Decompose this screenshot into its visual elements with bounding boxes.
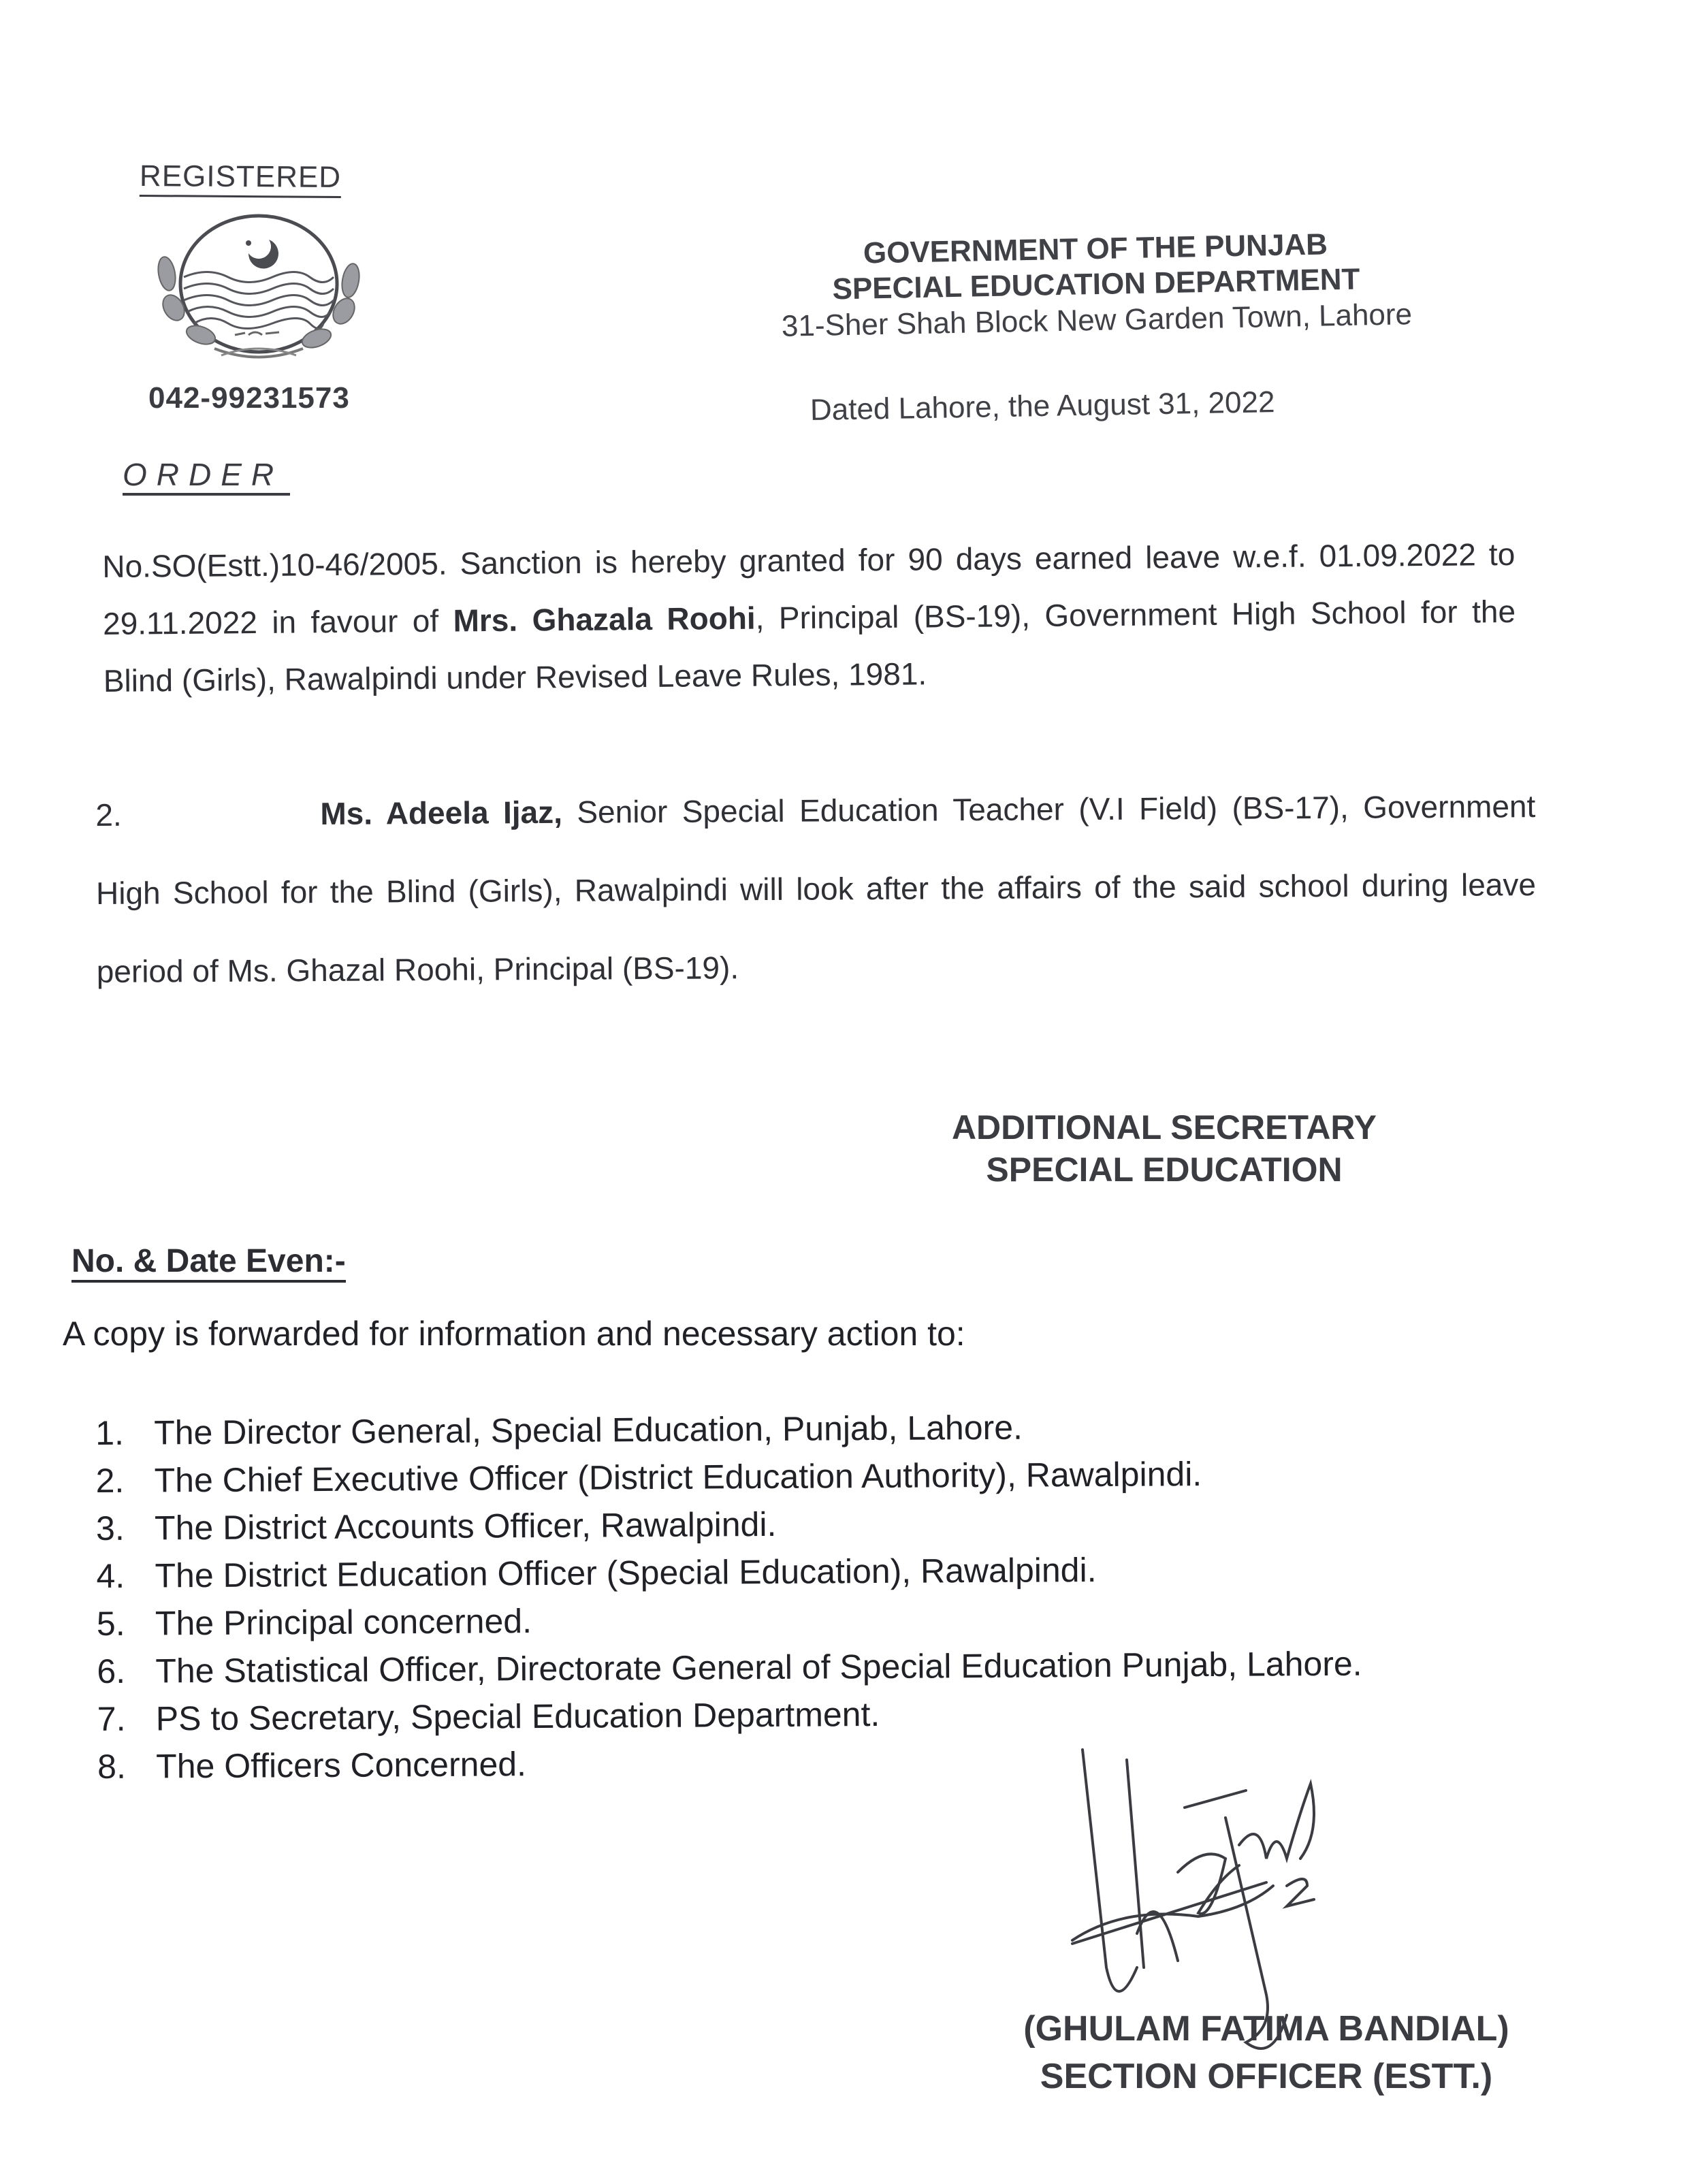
- authority-title: ADDITIONAL SECRETARY: [951, 1108, 1377, 1146]
- officiating-name: Ms. Adeela Ijaz,: [320, 794, 563, 831]
- no-date-even-heading: No. & Date Even:-: [71, 1242, 346, 1283]
- para2-text: Senior Special Education Teacher (V.I Field) (BS-17), Government High School for the Blind (Girls), Rawalpindi will look after the affairs of the said school during leave period of Ms. Ghazal Roohi, Principal (BS-19).: [95, 788, 1537, 989]
- distribution-list: [95, 1400, 1493, 1790]
- list-item: 4. The District Education Officer (Special Education), Rawalpindi.: [96, 1551, 1097, 1595]
- punjab-emblem-icon: [146, 212, 371, 369]
- list-item: 8. The Officers Concerned.: [97, 1745, 527, 1786]
- employee-name: Mrs. Ghazala Roohi: [453, 600, 756, 639]
- paragraph-number: 2.: [95, 797, 122, 833]
- list-item: 3. The District Accounts Officer, Rawalpindi.: [95, 1505, 777, 1547]
- list-item: 1. The Director General, Special Education, Punjab, Lahore.: [95, 1408, 1023, 1452]
- order-paragraph-1: [102, 526, 1516, 709]
- copy-forwarded-intro: A copy is forwarded for information and necessary action to:: [63, 1315, 965, 1353]
- registered-stamp: REGISTERED: [140, 159, 341, 198]
- order-paragraph-2: [95, 767, 1537, 1011]
- date-line: Dated Lahore, the August 31, 2022: [810, 385, 1275, 427]
- list-item: 6. The Statistical Officer, Directorate General of Special Education Punjab, Lahore.: [97, 1644, 1362, 1690]
- list-item: 7. PS to Secretary, Special Education Department.: [97, 1695, 880, 1738]
- letterhead: [694, 224, 1499, 347]
- department-address: 31-Sher Shah Block New Garden Town, Lahore: [781, 298, 1413, 343]
- list-item: 2. The Chief Executive Officer (District Education Authority), Rawalpindi.: [95, 1455, 1202, 1500]
- government-title: GOVERNMENT OF THE PUNJAB: [863, 227, 1328, 270]
- para1-text-b: , Principal (BS-19), Government High School for the Blind (Girls), Rawalpindi under Revised Leave Rules, 1981.: [103, 593, 1516, 698]
- signatory-block: [967, 2005, 1566, 2100]
- phone-number: 042-99231573: [148, 381, 350, 415]
- list-item: 5. The Principal concerned.: [96, 1602, 532, 1643]
- reference-number: No.SO(Estt.)10-46/2005.: [102, 545, 447, 584]
- para1-text-a: Sanction is hereby granted for 90 days earned leave w.e.f. 01.09.2022 to 29.11.2022 in favour of: [102, 536, 1516, 641]
- signatory-name: (GHULAM FATIMA BANDIAL): [1023, 2009, 1509, 2049]
- order-heading: ORDER: [123, 456, 290, 496]
- department-title: SPECIAL EDUCATION DEPARTMENT: [832, 262, 1360, 306]
- authority-department: SPECIAL EDUCATION: [986, 1151, 1343, 1189]
- signatory-designation: SECTION OFFICER (ESTT.): [1040, 2057, 1493, 2096]
- issuing-authority: [905, 1106, 1423, 1191]
